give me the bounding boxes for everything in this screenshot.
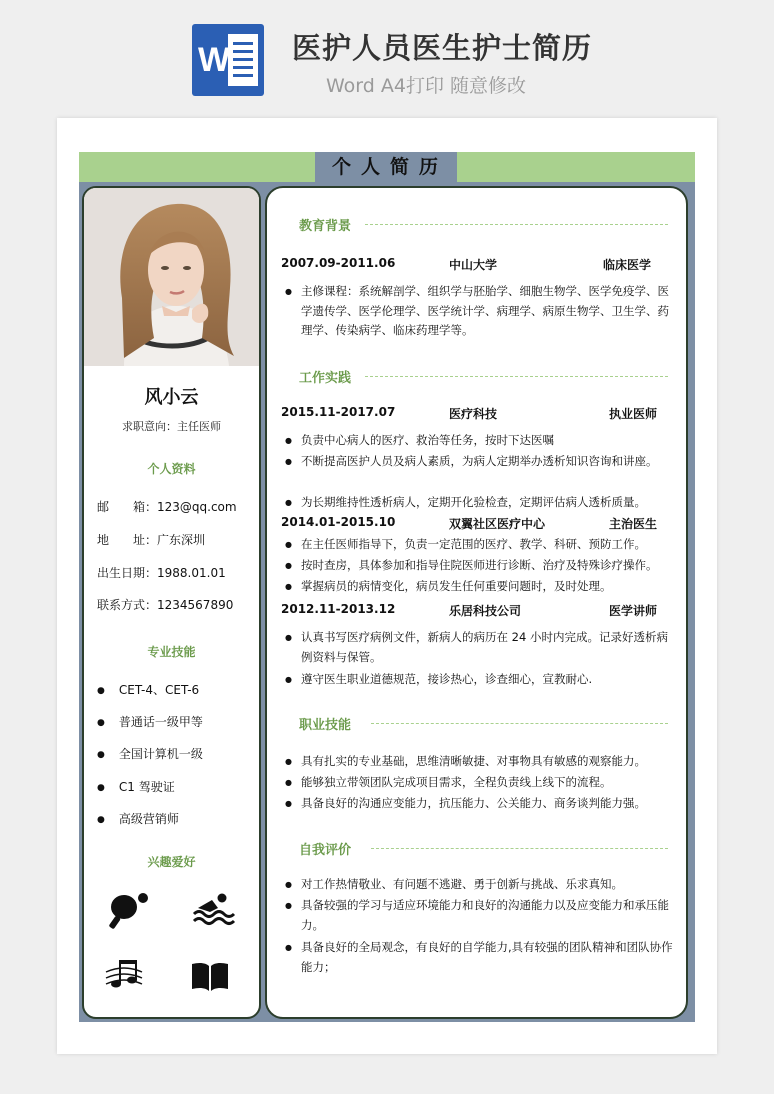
section-divider [365, 376, 668, 377]
work-bullet: ● 为长期维持性透析病人，定期开化验检查，定期评估病人透析质量。 [285, 493, 675, 513]
education-bullet: ● 主修课程：系统解剖学、组织学与胚胎学、细胞生物学、医学免疫学、医学遗传学、医学伦理学、医学统计学、病理学、病原生物学、卫生学、药理学、传染病学、临床药理学等。 [285, 282, 670, 341]
resume-frame [79, 152, 695, 1022]
skill-item: ● 全国计算机一级 [97, 745, 203, 762]
section-divider [371, 848, 668, 849]
word-icon: W [192, 24, 264, 96]
section-divider [365, 224, 668, 225]
ping-pong-icon [108, 890, 150, 934]
header-subtitle: Word A4打印 随意修改 [326, 75, 527, 97]
music-icon [104, 958, 144, 998]
skill-item: ● C1 驾驶证 [97, 778, 175, 795]
work-bullet: ● 遵守医生职业道德规范，接诊热心，诊查细心，宣教耐心. [285, 670, 675, 690]
personal-heading: 个人资料 [147, 462, 196, 476]
title-band [79, 152, 695, 182]
education-heading: 教育背景 [299, 219, 352, 234]
work-heading: 工作实践 [299, 371, 352, 386]
skill-item: ● 高级营销师 [97, 810, 179, 827]
work-bullet: ● 掌握病员的病情变化，病员发生任何重要问题时，及时处理。 [285, 577, 675, 597]
candidate-name: 风小云 [144, 387, 199, 408]
self-eval-bullet: ● 具备良好的全局观念，有良好的自学能力,具有较强的团队精神和团队协作能力； [285, 938, 675, 977]
career-skill-bullet: ● 能够独立带领团队完成项目需求，全程负责线上线下的流程。 [285, 773, 675, 793]
page-header [0, 0, 774, 118]
education-entry-header: 2007.09-2011.06 中山大学 临床医学 [281, 256, 652, 272]
skill-item: ● CET-4、CET-6 [97, 681, 199, 698]
skills-heading: 专业技能 [147, 645, 196, 659]
book-icon [190, 960, 230, 996]
info-birthdate: 出生日期：1988.01.01 [97, 566, 226, 580]
right-column [265, 186, 688, 1019]
resume-paper [57, 118, 717, 1054]
info-email: 邮 箱：123@qq.com [97, 500, 237, 514]
work-bullet: ● 认真书写医疗病例文件，新病人的病历在 24 小时内完成。记录好透析病例资料与保管。 [285, 628, 675, 667]
header-title: 医护人员医生护士简历 [292, 31, 593, 65]
section-divider [371, 723, 668, 724]
hobbies-heading: 兴趣爱好 [147, 855, 196, 869]
career-skill-bullet: ● 具备良好的沟通应变能力，抗压能力、公关能力、商务谈判能力强。 [285, 794, 675, 814]
resume-title: 个人简历 [315, 152, 457, 182]
work-bullet: ● 在主任医师指导下，负责一定范围的医疗、教学、科研、预防工作。 [285, 535, 675, 555]
work-bullet: ● 负责中心病人的医疗、救治等任务，按时下达医嘱 [285, 431, 675, 451]
work-bullet: ● 不断提高医护人员及病人素质，为病人定期举办透析知识咨询和讲座。 [285, 452, 675, 472]
career-skill-bullet: ● 具有扎实的专业基础，思维清晰敏捷、对事物具有敏感的观察能力。 [285, 752, 675, 772]
info-address: 地 址：广东深圳 [97, 533, 206, 547]
self-eval-heading: 自我评价 [299, 843, 352, 858]
self-eval-bullet: ● 对工作热情敬业、有问题不逃避、勇于创新与挑战、乐求真知。 [285, 875, 675, 895]
work-entry-header: 2014.01-2015.10 双翼社区医疗中心 主治医生 [281, 515, 658, 531]
skill-item: ● 普通话一级甲等 [97, 713, 203, 730]
work-entry-header: 2015.11-2017.07 医疗科技 执业医师 [281, 405, 658, 421]
profile-photo [84, 188, 259, 366]
info-phone: 联系方式：1234567890 [97, 598, 234, 612]
career-skills-heading: 职业技能 [299, 718, 352, 733]
work-bullet: ● 按时查房，具体参加和指导住院医师进行诊断、治疗及特殊诊疗操作。 [285, 556, 675, 576]
left-column [82, 186, 261, 1019]
self-eval-bullet: ● 具备较强的学习与适应环境能力和良好的沟通能力以及应变能力和承压能力。 [285, 896, 675, 935]
work-entry-header: 2012.11-2013.12 乐居科技公司 医学讲师 [281, 602, 658, 618]
swimming-icon [192, 892, 236, 930]
job-intent: 求职意向：主任医师 [122, 420, 221, 433]
